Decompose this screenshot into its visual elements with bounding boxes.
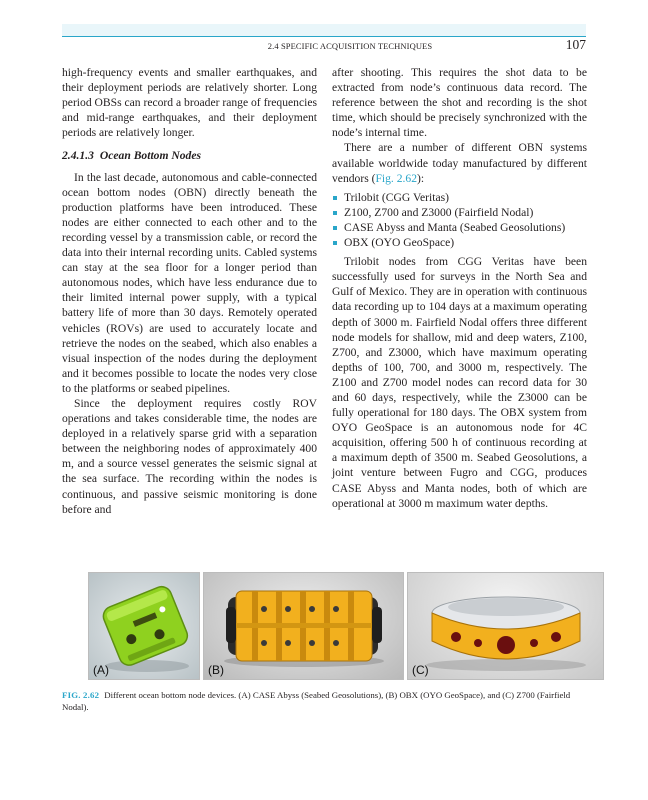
- figure-panel-c: [407, 572, 604, 680]
- list-item: [332, 220, 587, 235]
- left-column: [62, 65, 317, 517]
- vendor-list: [332, 190, 587, 250]
- left-paragraph-1: high-frequency events and smaller earthquakes, and their deployment periods are relatively shorter. Long period OBSs can record a broader range of frequencies and mid-range earthquakes, and their deployment periods are relatively longer.: [62, 66, 317, 140]
- z700-node-icon: [408, 573, 603, 679]
- right-column: [332, 65, 587, 511]
- obx-node-icon: [204, 573, 403, 679]
- figure-reference-link[interactable]: Fig. 2.62: [375, 171, 418, 185]
- list-item-text: Trilobit (CGG Veritas): [344, 190, 449, 204]
- list-item: [332, 235, 587, 250]
- figure-caption-text: Different ocean bottom node devices. (A) CASE Abyss (Seabed Geosolutions), (B) OBX (OYO GeoSpace), and (C) Z700 (Fairfield Nodal).: [62, 690, 571, 712]
- figure-panel-a: [88, 572, 200, 680]
- list-item: [332, 190, 587, 205]
- figure-caption: [62, 689, 590, 713]
- figure-2-62: [62, 572, 586, 678]
- header-rule: [62, 36, 586, 37]
- figure-panel-b: [203, 572, 404, 680]
- figure-caption-label: FIG. 2.62: [62, 690, 100, 700]
- panel-label-c: (C): [412, 663, 429, 677]
- left-paragraph-3: Since the deployment requires costly ROV operations and takes considerable time, the nodes are deployed in a relatively sparse grid with a separation between the neighboring nodes of approximately 400 m, and a source vessel generates the seismic signal at the sea surface. The recording within the nodes is continuous, and passive seismic monitoring is done before and: [62, 396, 317, 516]
- right-paragraph-1: after shooting. This requires the shot data to be extracted from node’s continuous data record. The reference between the shot and recording is the shot time, which should be precisely synchronized with the node’s internal time.: [332, 66, 587, 140]
- list-item-text: Z100, Z700 and Z3000 (Fairfield Nodal): [344, 205, 534, 219]
- section-number: 2.4.1.3: [62, 149, 94, 163]
- bullet-icon: [333, 241, 337, 245]
- page-number: 107: [565, 37, 586, 52]
- right-paragraph-2: [332, 140, 587, 185]
- bullet-icon: [333, 196, 337, 200]
- section-title: Ocean Bottom Nodes: [99, 149, 202, 163]
- running-head: 2.4 SPECIFIC ACQUISITION TECHNIQUES: [267, 41, 433, 51]
- header-band: [62, 24, 586, 36]
- panel-label-b: (B): [208, 663, 224, 677]
- list-item-text: CASE Abyss and Manta (Seabed Geosolutions): [344, 220, 566, 234]
- section-heading: [62, 148, 317, 163]
- left-paragraph-2: In the last decade, autonomous and cable-connected ocean bottom nodes (OBN) directly beneath the production platforms have been introduced. These nodes are either connected to each other and to the recording vessel by a transmission cable, or record the data into their internal recording units. Cabled systems can stay at the sea floor for a longer period than autonomous nodes, which have less endurance due to their limited internal power supply, with a typical battery life of more than 30 days. Remotely operated vehicles (ROVs) are used to accurately locate and retrieve the nodes on the seabed, which also enables a visual inspection of the nodes during the deployment and it becomes possible to locate the nodes very close to the platforms or seabed pipelines.: [62, 170, 317, 395]
- bullet-icon: [333, 226, 337, 230]
- bullet-icon: [333, 211, 337, 215]
- panel-label-a: (A): [93, 663, 109, 677]
- para2-text-after: ):: [417, 171, 425, 185]
- list-item-text: OBX (OYO GeoSpace): [344, 236, 455, 250]
- para2-text-before: There are a number of different OBN systems available worldwide today manufactured by different vendors (: [332, 141, 587, 185]
- list-item: [332, 205, 587, 220]
- right-paragraph-3: Trilobit nodes from CGG Veritas have been successfully used for surveys in the North Sea and Gulf of Mexico. They are in operation with continuous data recording up to 104 days at a maximum operating depth of 3000 m. Fairfield Nodal offers three different node models for shallow, mid and deep waters, Z100, Z700, and Z3000, which have maximum operating depths of 100, 700, and 3000 m, respectively. The Z100 and Z700 model nodes can record data for 30 and 60 days, respectively, while the Z3000 can be fully operational for 180 days. The OBX system from OYO GeoSpace is an autonomous node for 4C acquisition, offering 500 h of continuous recording at a maximum depth of 3500 m. Seabed Geosolutions, a joint venture between Fugro and CGG, produces CASE Abyss and Manta nodes, both of which are operational at 3000 m maximum water depths.: [332, 255, 587, 510]
